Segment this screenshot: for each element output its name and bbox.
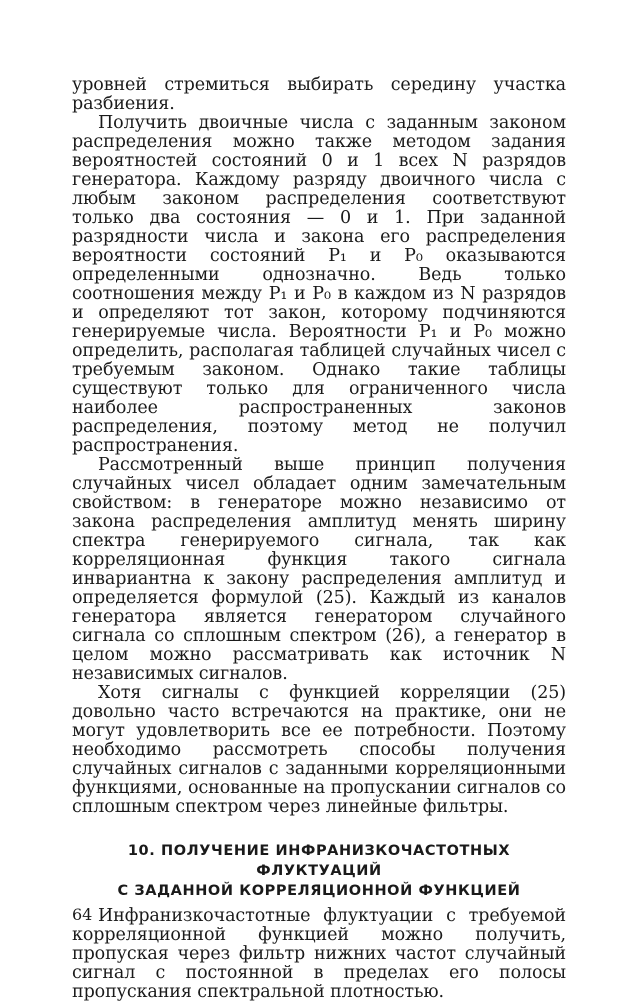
paragraph-1: уровней стремиться выбирать середину участка разбиения. <box>72 75 566 114</box>
body-text <box>72 76 566 1002</box>
section-heading-line-2: С ЗАДАННОЙ КОРРЕЛЯЦИОННОЙ ФУНКЦИЕЙ <box>117 883 521 899</box>
paragraph-2: Получить двоичные числа с заданным законом распределения можно также методом задания вероятностей состояний 0 и 1 всех N разрядов генератора. Каждому разряду двоичного числа с любым законом распределения соответствуют только два состояния — 0 и 1. При заданной разрядности числа и закона его распределения вероятности состояний P₁ и P₀ оказываются определенными однозначно. Ведь только соотношения между P₁ и P₀ в каждом из N разрядов и определяют тот закон, которому подчиняются генерируемые числа. Вероятности P₁ и P₀ можно определить, располагая таблицей случайных чисел с требуемым законом. Однако такие таблицы существуют только для ограниченного числа наиболее распространенных законов распределения, поэтому метод не получил распространения. <box>72 113 566 456</box>
paragraph-4: Хотя сигналы с функцией корреляции (25) довольно часто встречаются на практике, они не могут удовлетворить все ее потребности. Поэтому необходимо рассмотреть способы получения случайных сигналов с заданными корреляционными функциями, основанные на пропускании сигналов со сплошным спектром через линейные фильтры. <box>72 683 566 817</box>
section-heading-line-1: 10. ПОЛУЧЕНИЕ ИНФРАНИЗКОЧАСТОТНЫХ ФЛУКТУАЦИЙ <box>127 843 511 879</box>
page-number: 64 <box>72 905 93 924</box>
paragraph-5: Инфранизкочастотные флуктуации с требуемой корреляционной функцией можно получить, пропуская через фильтр нижних частот случайный сигнал с постоянной в пределах его полосы пропускания спектральной плотностью. <box>72 906 566 1002</box>
paragraph-3: Рассмотренный выше принцип получения случайных чисел обладает одним замечательным свойством: в генераторе можно независимо от закона распределения амплитуд менять ширину спектра генерируемого сигнала, так как корреляционная функция такого сигнала инвариантна к закону распределения амплитуд и определяется формулой (25). Каждый из каналов генератора является генератором случайного сигнала со сплошным спектром (26), а генератор в целом можно рассматривать как источник N независимых сигналов. <box>72 455 566 684</box>
section-heading <box>72 841 566 901</box>
